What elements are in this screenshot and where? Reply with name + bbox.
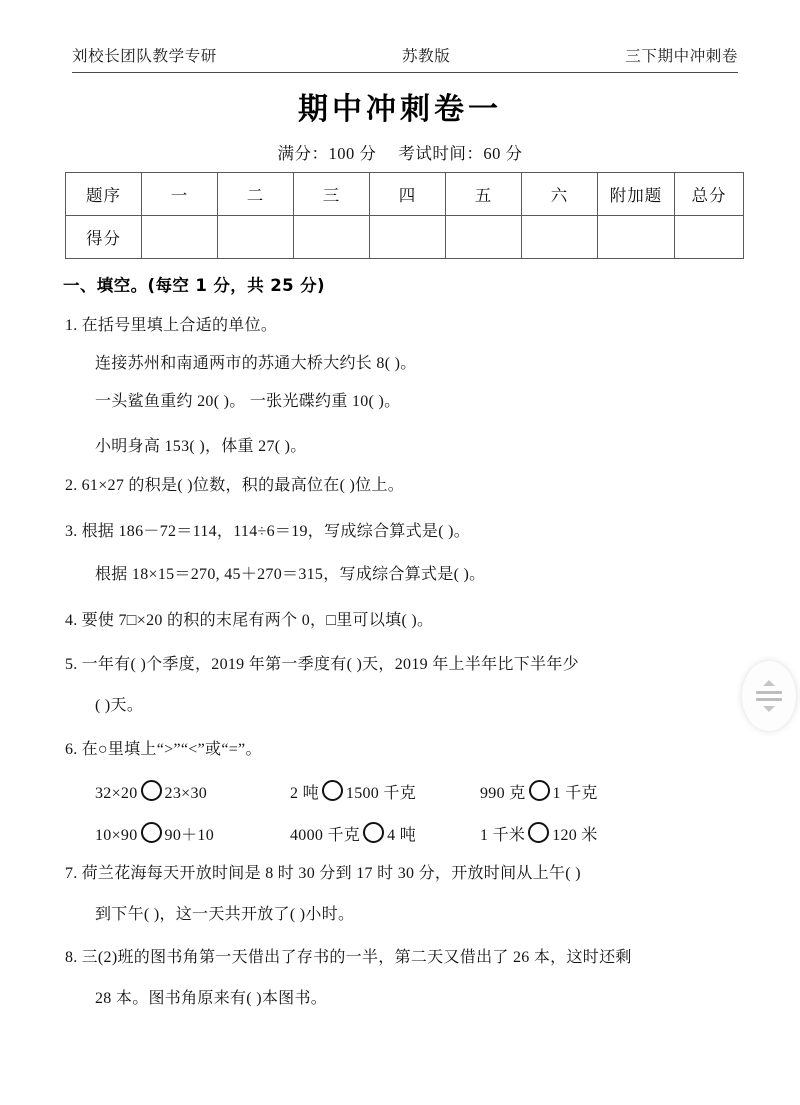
question-4: [65, 609, 433, 634]
question-6: [65, 738, 262, 763]
comparison-row-1: [95, 780, 735, 803]
comparison-item-2-3: [480, 822, 670, 845]
question-4-number: 4.: [65, 612, 78, 629]
question-2: [65, 474, 404, 499]
page-title: 期中冲刺卷一: [298, 92, 502, 127]
cmp-right: 4 吨: [387, 827, 417, 844]
question-1: [65, 314, 277, 339]
column-header-extra: 附加题: [598, 173, 675, 216]
column-header-total: 总分: [675, 173, 744, 216]
question-5-line-2: ( )天。: [95, 697, 144, 714]
section-heading-1: 一、填空。(每空 1 分，共 25 分): [63, 276, 326, 295]
cmp-left: 4000 千克: [290, 827, 361, 844]
question-8-line-2: 28 本。图书角原来有( )本图书。: [95, 990, 328, 1007]
question-8: [65, 946, 632, 971]
question-6-text: 在○里填上“>”“<”或“=”。: [81, 741, 262, 758]
column-header-1: 一: [142, 173, 218, 216]
question-5: [65, 653, 579, 678]
score-cell-6[interactable]: [522, 216, 598, 259]
question-4-text: 要使 7□×20 的积的末尾有两个 0，□里可以填( )。: [81, 612, 434, 629]
exam-meta: [0, 140, 800, 164]
table-row-header: [66, 173, 744, 216]
score-cell-1[interactable]: [142, 216, 218, 259]
column-header-6: 六: [522, 173, 598, 216]
score-cell-2[interactable]: [218, 216, 294, 259]
full-score-label: 满分：100 分: [277, 144, 377, 163]
cmp-left: 2 吨: [290, 785, 319, 802]
exam-time-label: 考试时间：60 分: [398, 144, 523, 163]
score-cell-4[interactable]: [370, 216, 446, 259]
header-divider-rule: [72, 72, 738, 73]
cmp-left: 32×20: [95, 785, 138, 802]
question-7-number: 7.: [65, 865, 78, 882]
question-1-text: 在括号里填上合适的单位。: [81, 317, 278, 334]
triangle-up-icon[interactable]: [763, 680, 775, 686]
question-5-number: 5.: [65, 656, 78, 673]
cmp-left: 1 千米: [480, 827, 526, 844]
question-1-number: 1.: [65, 317, 78, 334]
question-7-text: 荷兰花海每天开放时间是 8 时 30 分到 17 时 30 分，开放时间从上午( ): [81, 865, 581, 882]
row-label-question-order: 题序: [66, 173, 142, 216]
comparison-item-1-3: [480, 780, 670, 803]
circle-blank-icon[interactable]: [141, 780, 162, 801]
header-right-text: 三下期中冲刺卷: [625, 48, 738, 65]
circle-blank-icon[interactable]: [363, 822, 384, 843]
score-cell-total[interactable]: [675, 216, 744, 259]
header-left-text: 刘校长团队教学专研: [72, 48, 217, 65]
column-header-4: 四: [370, 173, 446, 216]
question-2-text: 61×27 的积是( )位数，积的最高位在( )位上。: [81, 477, 405, 494]
question-7-line-2: 到下午( )，这一天共开放了( )小时。: [95, 906, 355, 923]
comparison-item-1-2: [290, 780, 480, 803]
score-cell-3[interactable]: [294, 216, 370, 259]
comparison-item-1-1: [95, 780, 290, 803]
question-8-text: 三(2)班的图书角第一天借出了存书的一半，第二天又借出了 26 本，这时还剩: [81, 949, 632, 966]
question-1-line-1: 连接苏州和南通两市的苏通大桥大约长 8( )。: [95, 355, 417, 372]
question-1-line-2: 一头鲨鱼重约 20( )。 一张光碟约重 10( )。: [95, 393, 401, 410]
circle-blank-icon[interactable]: [528, 822, 549, 843]
cmp-right: 120 米: [552, 827, 598, 844]
question-2-number: 2.: [65, 477, 78, 494]
question-7: [65, 862, 581, 887]
cmp-right: 1500 千克: [345, 785, 417, 802]
grip-lines-icon[interactable]: [756, 691, 782, 701]
score-table: [65, 172, 744, 259]
header-center-text: 苏教版: [402, 48, 451, 65]
cmp-left: 990 克: [480, 785, 526, 802]
question-1-line-3: 小明身高 153( )，体重 27( )。: [95, 438, 307, 455]
question-3-line-2: 根据 18×15＝270, 45＋270＝315，写成综合算式是( )。: [95, 566, 486, 583]
question-5-text: 一年有( )个季度，2019 年第一季度有( )天，2019 年上半年比下半年少: [81, 656, 579, 673]
circle-blank-icon[interactable]: [322, 780, 343, 801]
question-3: [65, 520, 470, 545]
comparison-row-2: [95, 822, 735, 845]
question-3-text: 根据 186－72＝114，114÷6＝19，写成综合算式是( )。: [81, 523, 471, 540]
column-header-5: 五: [446, 173, 522, 216]
row-label-score: 得分: [66, 216, 142, 259]
table-row-scores: [66, 216, 744, 259]
cmp-right: 23×30: [164, 785, 208, 802]
circle-blank-icon[interactable]: [141, 822, 162, 843]
scroll-drag-handle[interactable]: [742, 661, 796, 731]
score-cell-extra[interactable]: [598, 216, 675, 259]
question-6-number: 6.: [65, 741, 78, 758]
triangle-down-icon[interactable]: [763, 706, 775, 712]
comparison-item-2-1: [95, 822, 290, 845]
comparison-item-2-2: [290, 822, 480, 845]
circle-blank-icon[interactable]: [529, 780, 550, 801]
question-3-number: 3.: [65, 523, 78, 540]
score-cell-5[interactable]: [446, 216, 522, 259]
column-header-3: 三: [294, 173, 370, 216]
column-header-2: 二: [218, 173, 294, 216]
cmp-right: 90＋10: [164, 827, 215, 844]
cmp-right: 1 千克: [552, 785, 598, 802]
cmp-left: 10×90: [95, 827, 138, 844]
question-8-number: 8.: [65, 949, 78, 966]
running-header: [72, 44, 738, 72]
